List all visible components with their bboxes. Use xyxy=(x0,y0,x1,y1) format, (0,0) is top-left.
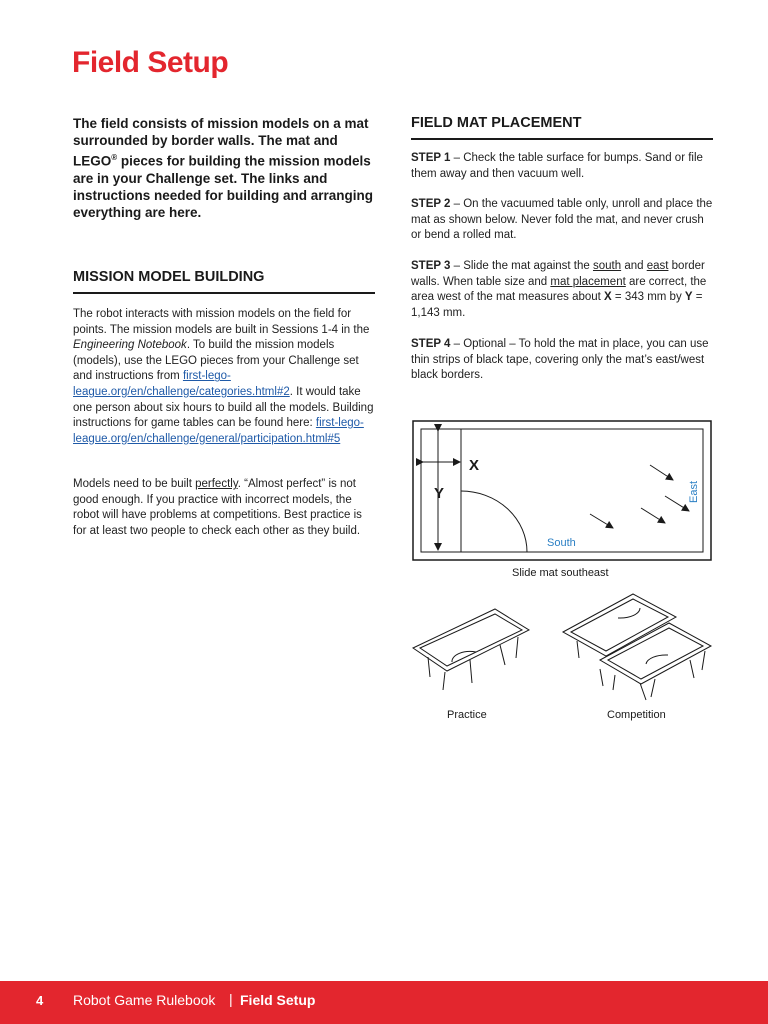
slide-arrow-4 xyxy=(590,514,613,528)
competition-leg-3 xyxy=(613,675,615,690)
step-4-label: STEP 4 xyxy=(411,338,451,350)
perfectly-word: perfectly xyxy=(195,478,238,490)
mat-placement-words: mat placement xyxy=(550,275,626,288)
intro-text-b: pieces for building the mission models are in your Challenge set. The links and instructions needed for building and arranging everything are here. xyxy=(73,153,374,220)
mat-arc xyxy=(461,491,527,552)
competition-leg-7 xyxy=(702,651,705,670)
page-title: Field Setup xyxy=(72,46,229,79)
competition-caption: Competition xyxy=(607,709,666,721)
mmb-text-c: . It would take one person about six hours to build all the models. Building instructions for game tables can be found here: xyxy=(73,385,374,430)
x-symbol: X xyxy=(604,291,612,304)
south-word: south xyxy=(592,260,622,272)
x-value: = 343 mm by xyxy=(611,291,685,304)
page-footer xyxy=(0,981,768,1024)
slide-arrow-3 xyxy=(641,508,665,523)
competition-leg-1 xyxy=(577,641,579,658)
mmb-text-b: . To build the mission models (models), use the LEGO pieces from your Challenge set and instructions from xyxy=(73,339,359,383)
footer-book-title: Robot Game Rulebook xyxy=(73,992,216,1008)
practice-leg-4 xyxy=(500,645,505,665)
step-3-label: STEP 3 xyxy=(411,260,451,272)
competition-leg-2 xyxy=(600,669,603,686)
competition-leg-5 xyxy=(651,679,655,697)
y-symbol: Y xyxy=(684,291,693,304)
practice-table-top xyxy=(413,609,529,671)
mmb2-text-b: . “Almost perfect” is not good enough. If you practice with incorrect models, the robot will have problems at competitions. Best practice is for at least two people to check each other as they build. xyxy=(73,478,362,537)
step-1-text: – Check the table surface for bumps. Sand or file them away and then vacuum well. xyxy=(411,152,703,180)
competition-leg-4 xyxy=(640,683,646,700)
table-top-view xyxy=(413,421,711,560)
participation-link[interactable]: first-lego-league.org/en/challenge/general/participation.html#5 xyxy=(73,417,364,445)
y-value: = 1,143 mm. xyxy=(411,291,703,319)
registered-mark: ® xyxy=(111,153,118,162)
practice-leg-3 xyxy=(470,660,472,683)
table-inner-wall xyxy=(421,429,703,552)
step-3-text-c: are correct, the area west of the mat measures about xyxy=(411,275,707,304)
step-2-label: STEP 2 xyxy=(411,198,451,210)
step-3-text-a: – Slide the mat against the xyxy=(450,260,593,272)
slide-arrow-1 xyxy=(650,465,673,480)
south-label: South xyxy=(547,537,576,549)
step-3-and: and xyxy=(621,260,647,272)
x-label: X xyxy=(469,457,480,474)
footer-separator: | xyxy=(229,991,233,1007)
east-word: east xyxy=(646,260,669,272)
practice-leg-5 xyxy=(516,637,518,658)
step-4-text: – Optional – To hold the mat in place, you can use thin strips of black tape, covering only the mat’s east/west black borders. xyxy=(411,338,709,382)
step-2-text: – On the vacuumed table only, unroll and place the mat as shown below. Never fold the mat, and never crush or bend a rolled mat. xyxy=(411,198,713,242)
slide-arrow-2 xyxy=(665,496,689,511)
field-mat-placement-heading: FIELD MAT PLACEMENT xyxy=(411,115,713,140)
mmb2-text-a: Models need to be built xyxy=(73,478,196,490)
east-label: East xyxy=(688,480,700,503)
field-mat xyxy=(461,429,703,552)
step-1-label: STEP 1 xyxy=(411,152,451,164)
practice-leg-2 xyxy=(443,672,445,690)
mmb-text-a: The robot interacts with mission models on the field for points. The mission models are built in Sessions 1-4 in the xyxy=(73,308,370,336)
engineering-notebook-title: Engineering Notebook xyxy=(73,339,187,352)
step-3-text-b: border walls. When table size and xyxy=(411,260,705,288)
practice-leg-1 xyxy=(428,657,430,677)
competition-tables-illustration xyxy=(563,594,711,700)
slide-mat-caption: Slide mat southeast xyxy=(512,567,609,579)
practice-table-illustration xyxy=(413,609,529,690)
competition-leg-6 xyxy=(690,660,694,678)
mission-model-building-heading: MISSION MODEL BUILDING xyxy=(73,269,375,294)
practice-caption: Practice xyxy=(447,709,487,721)
page-number: 4 xyxy=(36,993,44,1008)
footer-section-title: Field Setup xyxy=(240,992,316,1008)
categories-link[interactable]: first-lego-league.org/en/challenge/categories.html#2 xyxy=(73,370,290,398)
intro-text-a: The field consists of mission models on a mat surrounded by border walls. The mat and LEGO xyxy=(73,116,369,169)
y-label: Y xyxy=(434,485,445,502)
